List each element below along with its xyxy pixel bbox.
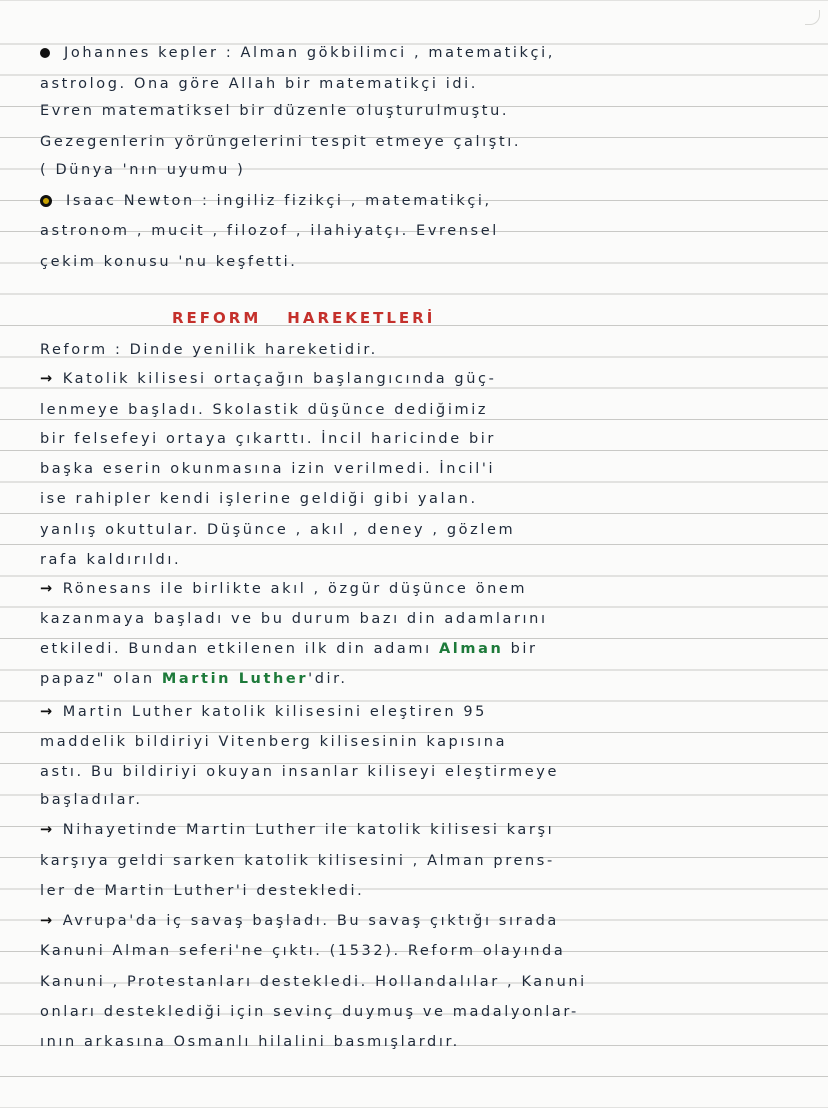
word-dir: 'dir. [308, 671, 348, 687]
kepler-line-5: ( Dünya 'nın uyumu ) [40, 162, 246, 178]
reform-line-12 [40, 664, 804, 694]
kepler-text-1: Johannes kepler : Alman gökbilimci , matematikçi, [64, 45, 555, 61]
reform-line-24: ının arkasına Osmanlı hilalini basmışlardır. [40, 1034, 460, 1050]
reform-line-22: Kanuni , Protestanları destekledi. Hollandalılar , Kanuni [40, 974, 587, 990]
kepler-line-2: astrolog. Ona göre Allah bir matematikçi idi. [40, 76, 478, 92]
arrow-icon: → [40, 704, 55, 720]
emphasis-martin-luther: Martin Luther [161, 671, 309, 687]
reform-line-14: maddelik bildiriyi Vitenberg kilisesinin kapısına [40, 734, 508, 750]
reform-line-2 [40, 364, 804, 394]
reform-line-19: ler de Martin Luther'i destekledi. [40, 883, 365, 899]
reform-line-9 [40, 574, 804, 604]
reform-line-13 [40, 697, 804, 727]
reform-line-20 [40, 906, 804, 936]
reform-line-10: kazanmaya başladı ve bu durum bazı din adamlarını [40, 611, 548, 627]
kepler-line-3: Evren matematiksel bir düzenle oluşturulmuştu. [40, 103, 510, 119]
reform-line-5: başka eserin okunmasına izin verilmedi. İncil'i [40, 461, 496, 477]
newton-line-3: çekim konusu 'nu keşfetti. [40, 254, 298, 270]
heading-word-hareketleri: HAREKETLERİ [287, 309, 436, 327]
arrow-icon: → [40, 913, 55, 929]
newton-line-1 [40, 186, 804, 216]
reform-line-21: Kanuni Alman seferi'ne çıktı. (1532). Reform olayında [40, 943, 566, 959]
reform-line-11 [40, 634, 804, 664]
reform-text-9: Rönesans ile birlikte akıl , özgür düşünce önem [62, 581, 528, 597]
page-corner-fold [805, 10, 820, 25]
arrow-icon: → [40, 822, 55, 838]
reform-line-16: başladılar. [40, 792, 143, 808]
reform-line-4: bir felsefeyi ortaya çıkarttı. İncil haricinde bir [40, 431, 496, 447]
section-heading [172, 303, 435, 333]
emphasis-alman: Alman [438, 641, 504, 657]
kepler-line-4: Gezegenlerin yörüngelerini tespit etmeye çalıştı. [40, 134, 522, 150]
reform-line-23: onları desteklediği için sevinç duymuş ve madalyonlar- [40, 1004, 579, 1020]
reform-text-11: etkiledi. Bundan etkilenen ilk din adamı [40, 641, 432, 657]
reform-line-8: rafa kaldırıldı. [40, 552, 182, 568]
reform-text-17: Nihayetinde Martin Luther ile katolik kilisesi karşı [62, 822, 555, 838]
arrow-icon: → [40, 371, 55, 387]
reform-text-20: Avrupa'da iç savaş başladı. Bu savaş çıktığı sırada [62, 913, 559, 929]
word-bir: bir [510, 641, 538, 657]
bullet-ring-icon [40, 195, 52, 207]
reform-line-17 [40, 815, 804, 845]
arrow-icon: → [40, 581, 55, 597]
reform-line-6: ise rahipler kendi işlerine geldiği gibi yalan. [40, 491, 478, 507]
bullet-dot-icon [40, 48, 50, 58]
reform-line-1: Reform : Dinde yenilik hareketidir. [40, 342, 378, 358]
newton-text-1: Isaac Newton : ingiliz fizikçi , matematikçi, [66, 193, 492, 209]
reform-line-7: yanlış okuttular. Düşünce , akıl , deney , gözlem [40, 522, 516, 538]
reform-line-15: astı. Bu bildiriyi okuyan insanlar kiliseyi eleştirmeye [40, 764, 560, 780]
reform-line-18: karşıya geldi sarken katolik kilisesini , Alman prens- [40, 853, 555, 869]
heading-word-reform: REFORM [172, 309, 262, 327]
reform-text-2: Katolik kilisesi ortaçağın başlangıcında güç- [62, 371, 497, 387]
reform-text-13: Martin Luther katolik kilisesini eleştiren 95 [62, 704, 487, 720]
reform-text-12: papaz" olan [40, 671, 155, 687]
kepler-line-1 [40, 38, 804, 68]
newton-line-2: astronom , mucit , filozof , ilahiyatçı. Evrensel [40, 223, 499, 239]
reform-line-3: lenmeye başladı. Skolastik düşünce dediğimiz [40, 402, 489, 418]
